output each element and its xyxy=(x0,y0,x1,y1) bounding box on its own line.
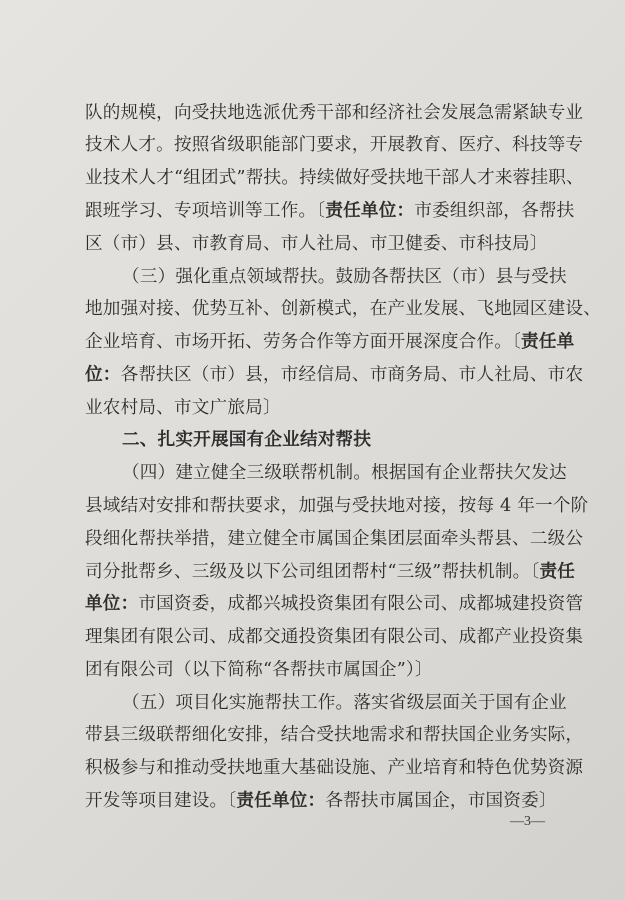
body-line: 技术人才。按照省级职能部门要求，开展教育、医疗、科技等专 xyxy=(85,135,584,155)
body-line: 业农村局、市文广旅局〕 xyxy=(85,398,281,418)
body-line: 段细化帮扶举措，建立健全市属国企集团层面牵头帮县、二级公 xyxy=(85,529,584,549)
body-line: 单位：市国资委，成都兴城投资集团有限公司、成都城建投资管 xyxy=(85,594,584,614)
page-number: —3— xyxy=(510,814,545,829)
section-line: （五）项目化实施帮扶工作。落实省级层面关于国有企业 xyxy=(122,693,567,713)
body-line: 企业培育、市场开拓、劳务合作等方面开展深度合作。〔责任单 xyxy=(85,332,575,352)
body-line: 团有限公司（以下简称“各帮扶市属国企”）〕 xyxy=(85,660,433,680)
body-line: 跟班学习、专项培训等工作。〔责任单位：市委组织部，各帮扶 xyxy=(85,201,575,221)
body-line: 业技术人才“组团式”帮扶。持续做好受扶地干部人才来蓉挂职、 xyxy=(85,168,584,188)
body-line: 县域结对安排和帮扶要求，加强与受扶地对接，按每 4 年一个阶 xyxy=(85,496,589,516)
section-line: （三）强化重点领域帮扶。鼓励各帮扶区（市）县与受扶 xyxy=(122,267,567,287)
body-line: 位：各帮扶区（市）县，市经信局、市商务局、市人社局、市农 xyxy=(85,365,584,385)
body-line: 理集团有限公司、成都交通投资集团有限公司、成都产业投资集 xyxy=(85,627,584,647)
body-line: 司分批帮乡、三级及以下公司组团帮村“三级”帮扶机制。〔责任 xyxy=(85,562,576,582)
section-line: （四）建立健全三级联帮机制。根据国有企业帮扶欠发达 xyxy=(122,463,567,483)
body-line: 区（市）县、市教育局、市人社局、市卫健委、市科技局〕 xyxy=(85,234,548,254)
section-heading: 二、扎实开展国有企业结对帮扶 xyxy=(122,430,372,450)
body-line: 积极参与和推动受扶地重大基础设施、产业培育和特色优势资源 xyxy=(85,758,584,778)
body-line: 带县三级联帮细化安排，结合受扶地需求和帮扶国企业务实际， xyxy=(85,725,584,745)
body-line: 开发等项目建设。〔责任单位：各帮扶市属国企，市国资委〕 xyxy=(85,791,557,811)
body-line: 地加强对接、优势互补、创新模式，在产业发展、飞地园区建设、 xyxy=(85,299,602,319)
body-line: 队的规模，向受扶地选派优秀干部和经济社会发展急需紧缺专业 xyxy=(85,103,584,123)
